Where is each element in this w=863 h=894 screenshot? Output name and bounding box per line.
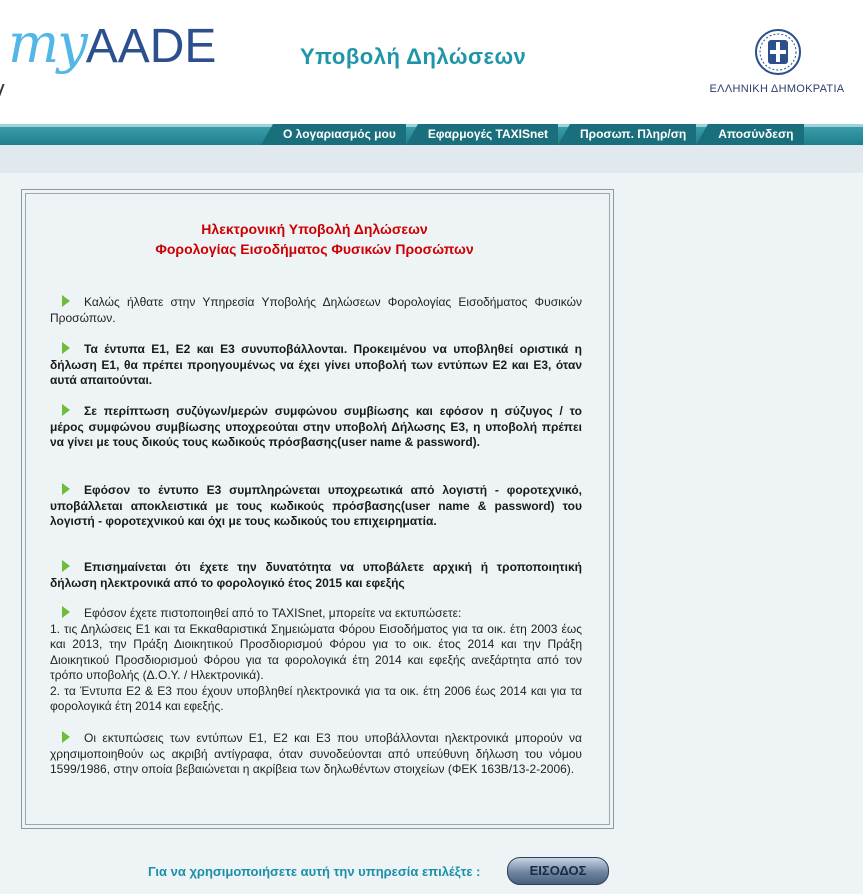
info-paragraph-amend: Επισημαίνεται ότι έχετε την δυνατότητα να υποβάλετε αρχική ή τροποποιητική δήλωση ηλεκτρονικά από το φορολογικό έτος 2015 και εφεξής [50,560,582,590]
header [0,0,863,124]
login-prompt: Για να χρησιμοποιήσετε αυτή την υπηρεσία επιλέξτε : [148,864,481,879]
nav-item-my-account[interactable]: Ο λογαριασμός μου [273,124,406,145]
bullet-arrow-icon [62,295,70,307]
nav-item-personalization[interactable]: Προσωπ. Πληρ/ση [570,124,696,145]
bullet-arrow-icon [62,483,70,495]
logo-my-text: my [8,12,86,75]
bullet-arrow-icon [62,606,70,618]
bullet-arrow-icon [62,342,70,354]
info-paragraph-forms: Τα έντυπα Ε1, Ε2 και Ε3 συνυποβάλλονται. Προκειμένου να υποβληθεί οριστικά η δήλωση Ε1, θα πρέπει προηγουμένως να έχει γίνει υποβολή των εντύπων Ε2 και Ε3, όταν αυτά απαιτούνται. [50,342,582,387]
content-title [22,219,607,259]
info-paragraph-accountant: Εφόσον το έντυπο Ε3 συμπληρώνεται υποχρεωτικά από λογιστή - φοροτεχνικό, υποβάλλεται αποκλειστικά με τους κωδικούς πρόσβασης(user name & password) του λογιστή - φοροτεχνικού και όχι με τους κωδικούς του επιχειρηματία. [50,483,582,528]
content-title-line1: Ηλεκτρονική Υποβολή Δηλώσεων [201,221,428,237]
info-paragraph-spouses: Σε περίπτωση συζύγων/μερών συμφώνου συμβίωσης και εφόσον η σύζυγος / το μέρος συμφώνου συμβίωσης υποχρεούται στην υποβολή Δήλωσης Ε3, η υποβολή πρέπει να γίνει με τους δικούς τους κωδικούς πρόσβασης(user name & password). [50,404,582,449]
sub-bar [0,145,863,173]
print-list-item-1: 1. τις Δηλώσεις Ε1 και τα Εκκαθαριστικά Σημειώματα Φόρου Εισοδήματος για τα οικ. έτη 2003 έως και 2013, την Πράξη Διοικητικού Προσδιορισμού Φόρου για το οικ. έτος 2014 και την Πράξη Διοικητικού Προσδιορισμού Φόρου για τα φορολογικά έτη 2014 και εφεξής ανεξάρτητα από τον τρόπο υποβολής (Δ.Ο.Υ. / Ηλεκτρονικά). [50,621,582,682]
content-panel [21,189,614,829]
bullet-arrow-icon [62,731,70,743]
login-button[interactable]: ΕΙΣΟΔΟΣ [507,857,609,885]
bullet-arrow-icon [62,404,70,416]
info-paragraph-copies: Οι εκτυπώσεις των εντύπων Ε1, Ε2 και Ε3 που υποβάλλονται ηλεκτρονικά μπορούν να χρησιμοποιηθούν ως ακριβή αντίγραφα, όταν συνοδεύονται από υπεύθυνη δήλωση του νόμου 1599/1986, στην οποία βεβαιώνεται η ακρίβεια των δηλωθέντων στοιχείων (ΦΕΚ 163Β/13-2-2006). [50,731,582,776]
content-title-line2: Φορολογίας Εισοδήματος Φυσικών Προσώπων [155,241,474,257]
page-title: Υποβολή Δηλώσεων [300,44,527,69]
logo-mark [0,84,9,98]
gov-label: ΕΛΛΗΝΙΚΗ ΔΗΜΟΚΡΑΤΙΑ [709,83,845,95]
info-paragraph-welcome: Καλώς ήλθατε στην Υπηρεσία Υποβολής Δηλώσεων Φορολογίας Εισοδήματος Φυσικών Προσώπων. [50,295,582,325]
print-list-item-2: 2. τα Έντυπα Ε2 & Ε3 που έχουν υποβληθεί ηλεκτρονικά για τα οικ. έτη 2006 έως 2014 και για τα φορολογικά έτη 2014 και εφεξής. [50,683,582,713]
info-paragraph-print: Εφόσον έχετε πιστοποιηθεί από το TAXISnet, μπορείτε να εκτυπώσετε: 1. τις Δηλώσεις Ε1 και τα Εκκαθαριστικά Σημειώματα Φόρου Εισοδήματος για τα οικ. έτη 2003 έως και 2013, την Πράξη Διοικητικού Προσδιορισμού Φόρου για το οικ. έτος 2014 και την Πράξη Διοικητικού Προσδιορισμού Φόρου για τα φορολογικά έτη 2014 και εφεξής ανεξάρτητα από τον τρόπο υποβολής (Δ.Ο.Υ. / Ηλεκτρονικά). 2. τα Έντυπα Ε2 & Ε3 που έχουν υποβληθεί ηλεκτρονικά για τα οικ. έτη 2006 έως 2014 και για τα φορολογικά έτη 2014 και εφεξής. [50,606,582,713]
nav-item-logout[interactable]: Αποσύνδεση [708,124,803,145]
greek-emblem-icon [754,28,802,76]
nav-item-taxisnet-apps[interactable]: Εφαρμογές TAXISnet [418,124,558,145]
logo-aade-text: AADE [85,20,217,73]
myaade-logo[interactable] [8,14,216,77]
bullet-arrow-icon [62,560,70,572]
nav-menu [261,124,804,145]
